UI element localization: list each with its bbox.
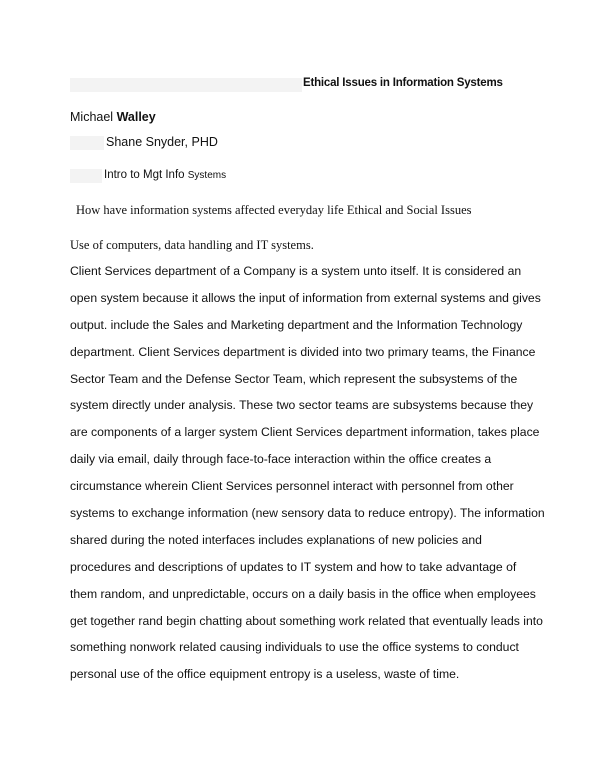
- course-name: [104, 169, 226, 181]
- body-line: get together rand begin chatting about something work related that eventually leads into: [70, 613, 543, 628]
- course-highlight: [70, 169, 102, 183]
- body-line: system directly under analysis. These two sector teams are subsystems because they: [70, 398, 534, 413]
- body-line: circumstance wherein Client Services personnel interact with personnel from other: [70, 479, 514, 494]
- author-last-name: Walley: [116, 110, 156, 124]
- body-line: systems to exchange information (new sensory data to reduce entropy). The information: [70, 506, 545, 521]
- body-line: department. Client Services department is divided into two primary teams, the Finance: [70, 344, 536, 359]
- body-line: procedures and descriptions of updates to IT system and how to take advantage of: [70, 559, 517, 574]
- author-name: [70, 110, 156, 124]
- body-line: them random, and unpredictable, occurs on a daily basis in the office when employees: [70, 586, 536, 601]
- body-paragraph: [70, 262, 550, 692]
- title-highlight: [70, 78, 302, 92]
- body-line: something nonwork related causing individuals to use the office systems to conduct: [70, 640, 519, 655]
- body-line: shared during the noted interfaces includes explanations of new policies and: [70, 532, 482, 547]
- body-line: are components of a larger system Client Services department information, takes place: [70, 425, 540, 440]
- body-line: Client Services department of a Company is a system unto itself. It is considered an: [70, 264, 522, 278]
- body-line: output. include the Sales and Marketing department and the Information Technology: [70, 317, 523, 332]
- course-small: Systems: [187, 170, 227, 181]
- body-line: open system because it allows the input of information from external systems and gives: [70, 290, 541, 305]
- course-main: Intro to Mgt Info: [104, 169, 185, 181]
- body-line: daily via email, daily through face-to-face interaction within the office creates a: [70, 452, 492, 467]
- question-heading: How have information systems affected everyday life Ethical and Social Issues: [76, 203, 472, 217]
- professor-name: Shane Snyder, PHD: [106, 135, 218, 149]
- author-first-name: Michael: [70, 110, 114, 124]
- subheading: Use of computers, data handling and IT systems.: [70, 238, 314, 252]
- body-line: Sector Team and the Defense Sector Team, which represent the subsystems of the: [70, 371, 518, 386]
- professor-highlight: [70, 136, 104, 150]
- body-line: personal use of the office equipment entropy is a useless, waste of time.: [70, 667, 460, 682]
- document-title: Ethical Issues in Information Systems: [303, 77, 503, 89]
